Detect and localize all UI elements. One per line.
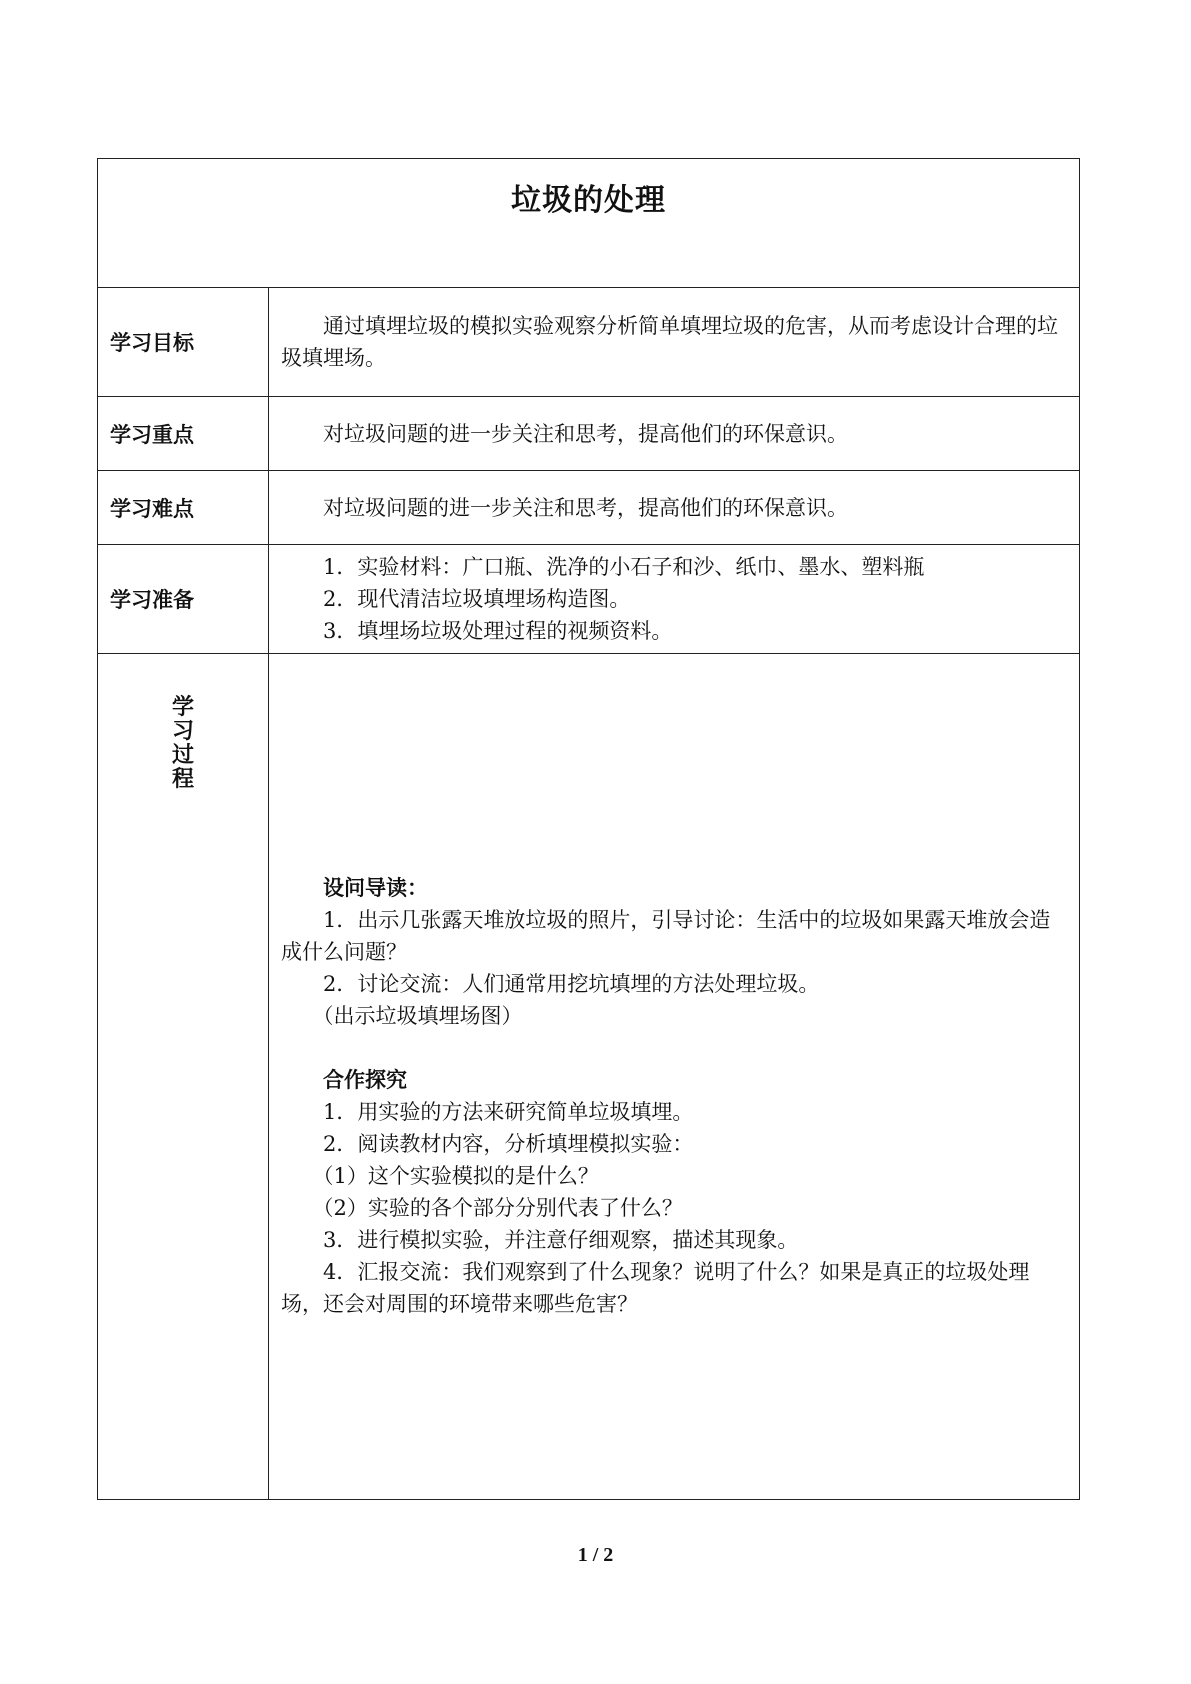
process-item: （出示垃圾填埋场图） [312, 1003, 523, 1028]
spacer [281, 1032, 1067, 1064]
process-item: 4．汇报交流：我们观察到了什么现象？说明了什么？如果是真正的垃圾处理场，还会对周围的环境带来哪些危害？ [281, 1259, 1030, 1316]
page-title: 垃圾的处理 [511, 183, 666, 218]
process-label-char: 程 [171, 767, 194, 792]
difficulty-text: 对垃圾问题的进一步关注和思考，提高他们的环保意识。 [323, 495, 848, 520]
process-item: 1．用实验的方法来研究简单垃圾填埋。 [323, 1099, 694, 1124]
key-label: 学习重点 [98, 397, 269, 471]
process-label-char: 学 [171, 695, 194, 720]
process-item: 1．出示几张露天堆放垃圾的照片，引导讨论：生活中的垃圾如果露天堆放会造成什么问题？ [281, 907, 1051, 964]
process-item: （1）这个实验模拟的是什么？ [312, 1163, 599, 1188]
goal-label: 学习目标 [98, 288, 269, 397]
prep-label: 学习准备 [98, 545, 269, 654]
section-heading-guided-questions: 设问导读： [323, 875, 428, 900]
key-text: 对垃圾问题的进一步关注和思考，提高他们的环保意识。 [323, 421, 848, 446]
lesson-plan-table [97, 158, 1080, 1500]
process-item: （2）实验的各个部分分别代表了什么？ [312, 1195, 683, 1220]
prep-row [98, 545, 1080, 654]
goal-row [98, 288, 1080, 397]
process-item: 2．讨论交流：人们通常用挖坑填埋的方法处理垃圾。 [323, 971, 820, 996]
title-row [98, 159, 1080, 288]
title-cell [98, 159, 1080, 288]
process-item: 2．阅读教材内容，分析填埋模拟实验： [323, 1131, 694, 1156]
section-heading-cooperative-inquiry: 合作探究 [323, 1067, 407, 1092]
process-label [98, 654, 269, 1500]
difficulty-content [269, 471, 1080, 545]
prep-content [269, 545, 1080, 654]
goal-text: 通过填埋垃圾的模拟实验观察分析简单填埋垃圾的危害，从而考虑设计合理的垃圾填埋场。 [281, 314, 1058, 370]
process-label-char: 过 [171, 743, 194, 768]
prep-item: 2．现代清洁垃圾填埋场构造图。 [323, 587, 631, 611]
process-content [269, 654, 1080, 1500]
process-label-char: 习 [171, 719, 194, 744]
page-number: 1 / 2 [577, 1544, 614, 1566]
key-row [98, 397, 1080, 471]
prep-item: 3．填埋场垃圾处理过程的视频资料。 [323, 619, 673, 643]
process-item: 3．进行模拟实验，并注意仔细观察，描述其现象。 [323, 1227, 799, 1252]
key-content [269, 397, 1080, 471]
difficulty-row [98, 471, 1080, 545]
process-row [98, 654, 1080, 1500]
difficulty-label: 学习难点 [98, 471, 269, 545]
prep-item: 1．实验材料：广口瓶、洗净的小石子和沙、纸巾、墨水、塑料瓶 [323, 555, 925, 579]
goal-content [269, 288, 1080, 397]
